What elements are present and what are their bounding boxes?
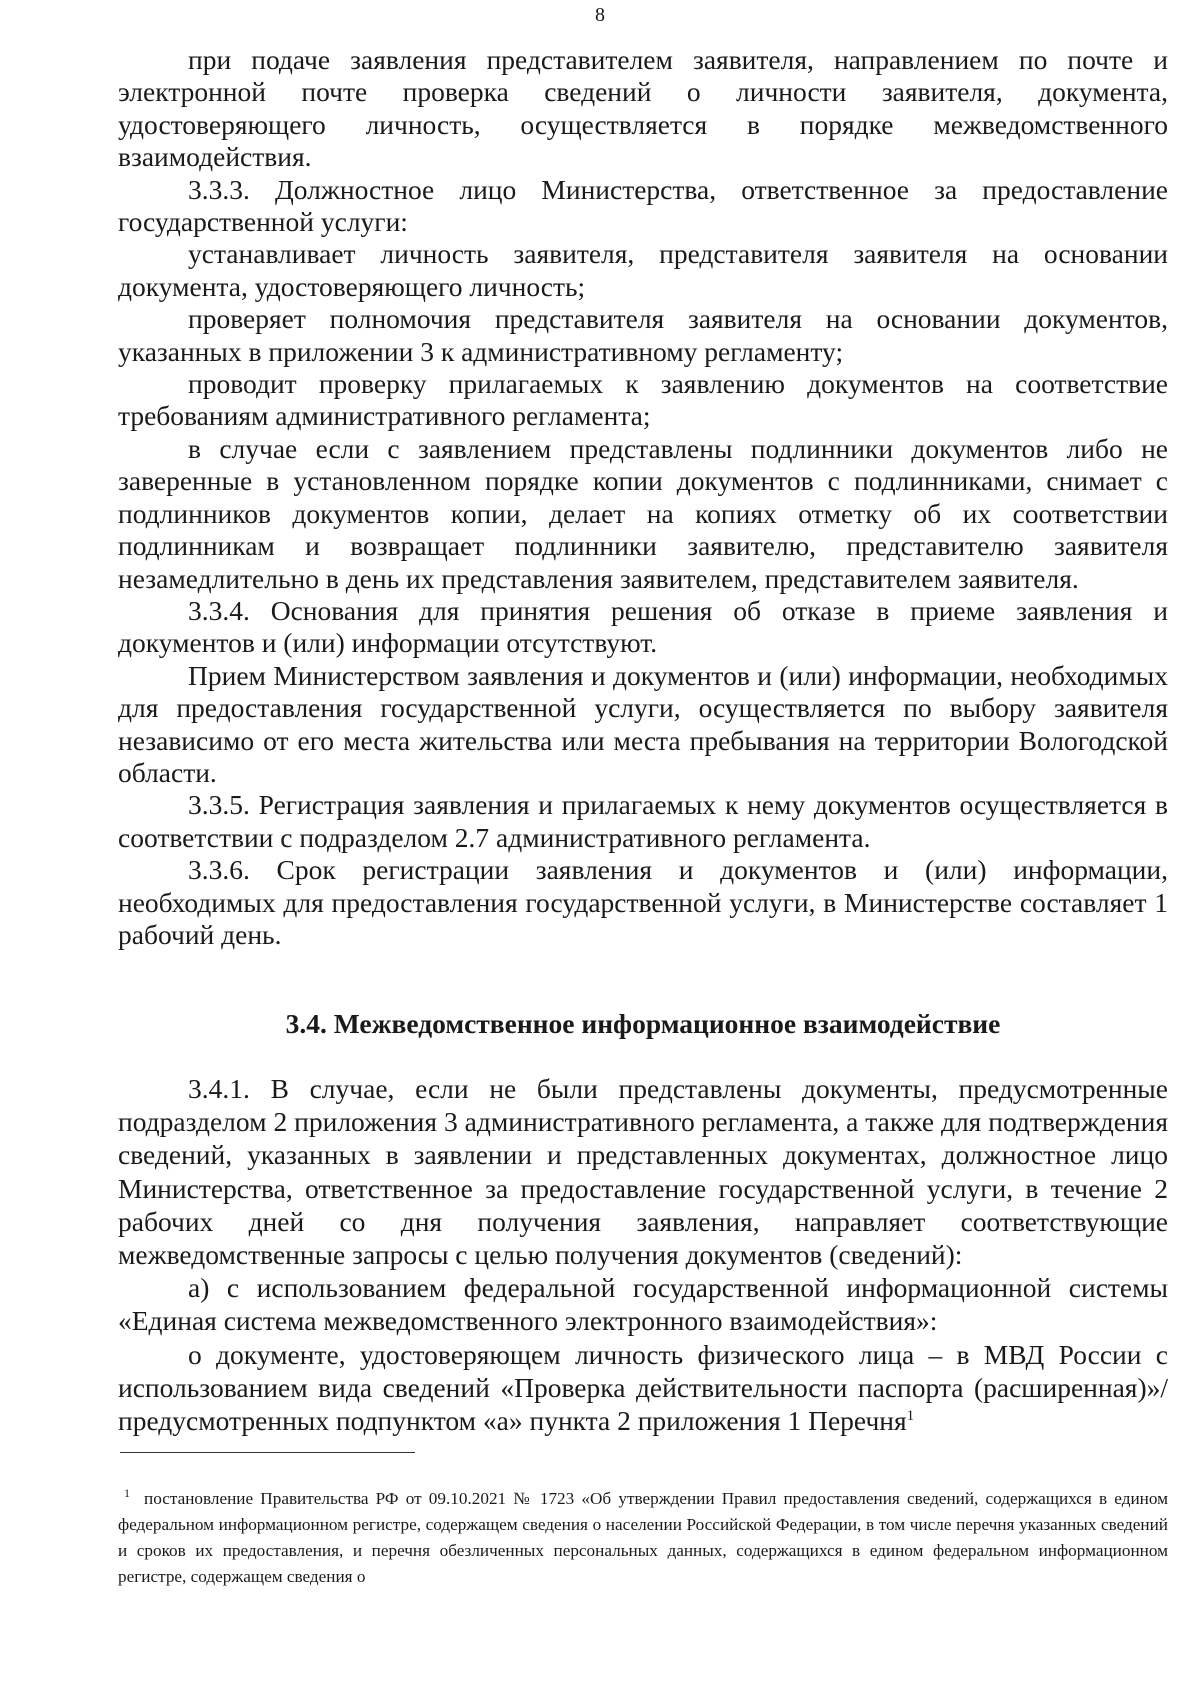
paragraph: проводит проверку прилагаемых к заявлению документов на соответствие требованиям административного регламента; xyxy=(118,368,1168,432)
paragraph: в случае если с заявлением представлены подлинники документов либо не заверенные в установленном порядке копии документов с подлинниками, снимает с подлинников документов копии, делает на копиях отметку об их соответствии подлинникам и возвращает подлинники заявителю, представителю заявителя незамедлительно в день их представления заявителем, представителем заявителя. xyxy=(118,432,1168,594)
paragraph: а) с использованием федеральной государственной информационной системы «Единая система межведомственного электронного взаимодействия»: xyxy=(118,1272,1168,1337)
section-heading: 3.4. Межведомственное информационное взаимодействие xyxy=(285,1008,1001,1039)
paragraph: проверяет полномочия представителя заявителя на основании документов, указанных в приложении 3 к административному регламенту; xyxy=(118,303,1168,367)
paragraph: 3.3.3. Должностное лицо Министерства, ответственное за предоставление государственной услуги: xyxy=(118,173,1168,238)
footnote-separator xyxy=(120,1452,415,1453)
footnote-reference: 1 xyxy=(906,1407,915,1424)
paragraph: 3.3.5. Регистрация заявления и прилагаемых к нему документов осуществляется в соответствии с подразделом 2.7 административного регламента. xyxy=(118,789,1168,853)
paragraph: 3.4.1. В случае, если не были представлены документы, предусмотренные подразделом 2 приложения 3 административного регламента, а также для подтверждения сведений, указанных в заявлении и представленных документах, должностное лицо Министерства, ответственное за предоставление государственной услуги, в течение 2 рабочих дней со дня получения заявления, направляет соответствующие межведомственные запросы с целью получения документов (сведений): xyxy=(118,1073,1168,1271)
footnote xyxy=(118,1486,1168,1590)
paragraph: 3.3.4. Основания для принятия решения об отказе в приеме заявления и документов и (или) информации отсутствуют. xyxy=(118,594,1168,659)
body-text-section xyxy=(118,1072,1168,1437)
paragraph-with-footnote xyxy=(118,1338,1168,1438)
paragraph: Прием Министерством заявления и документов и (или) информации, необходимых для предоставления государственной услуги, осуществляется по выбору заявителя независимо от его места жительства или места пребывания на территории Вологодской области. xyxy=(118,659,1168,788)
paragraph: 3.3.6. Срок регистрации заявления и документов и (или) информации, необходимых для предоставления государственной услуги, в Министерстве составляет 1 рабочий день. xyxy=(118,854,1168,950)
page-number: 8 xyxy=(595,4,605,26)
paragraph-text: о документе, удостоверяющем личность физического лица – в МВД России с использованием вида сведений «Проверка действительности паспорта (расширенная)»/предусмотренных подпунктом «а» пункта 2 приложения 1 Перечня xyxy=(118,1338,1168,1437)
paragraph: при подаче заявления представителем заявителя, направлением по почте и электронной почте проверка сведений о личности заявителя, документа, удостоверяющего личность, осуществляется в порядке межведомственного взаимодействия. xyxy=(118,44,1168,173)
footnote-mark: 1 xyxy=(124,1486,130,1501)
footnote-text: постановление Правительства РФ от 09.10.2021 № 1723 «Об утверждении Правил предоставления сведений, содержащихся в едином федеральном информационном регистре, содержащем сведения о населении Российской Федерации, в том числе перечня указанных сведений и сроков их предоставления, и перечня обезличенных персональных данных, содержащихся в едином федеральном информационном регистре, содержащем сведения о xyxy=(118,1489,1168,1586)
paragraph: устанавливает личность заявителя, представителя заявителя на основании документа, удостоверяющего личность; xyxy=(118,238,1168,302)
body-text xyxy=(118,44,1168,951)
